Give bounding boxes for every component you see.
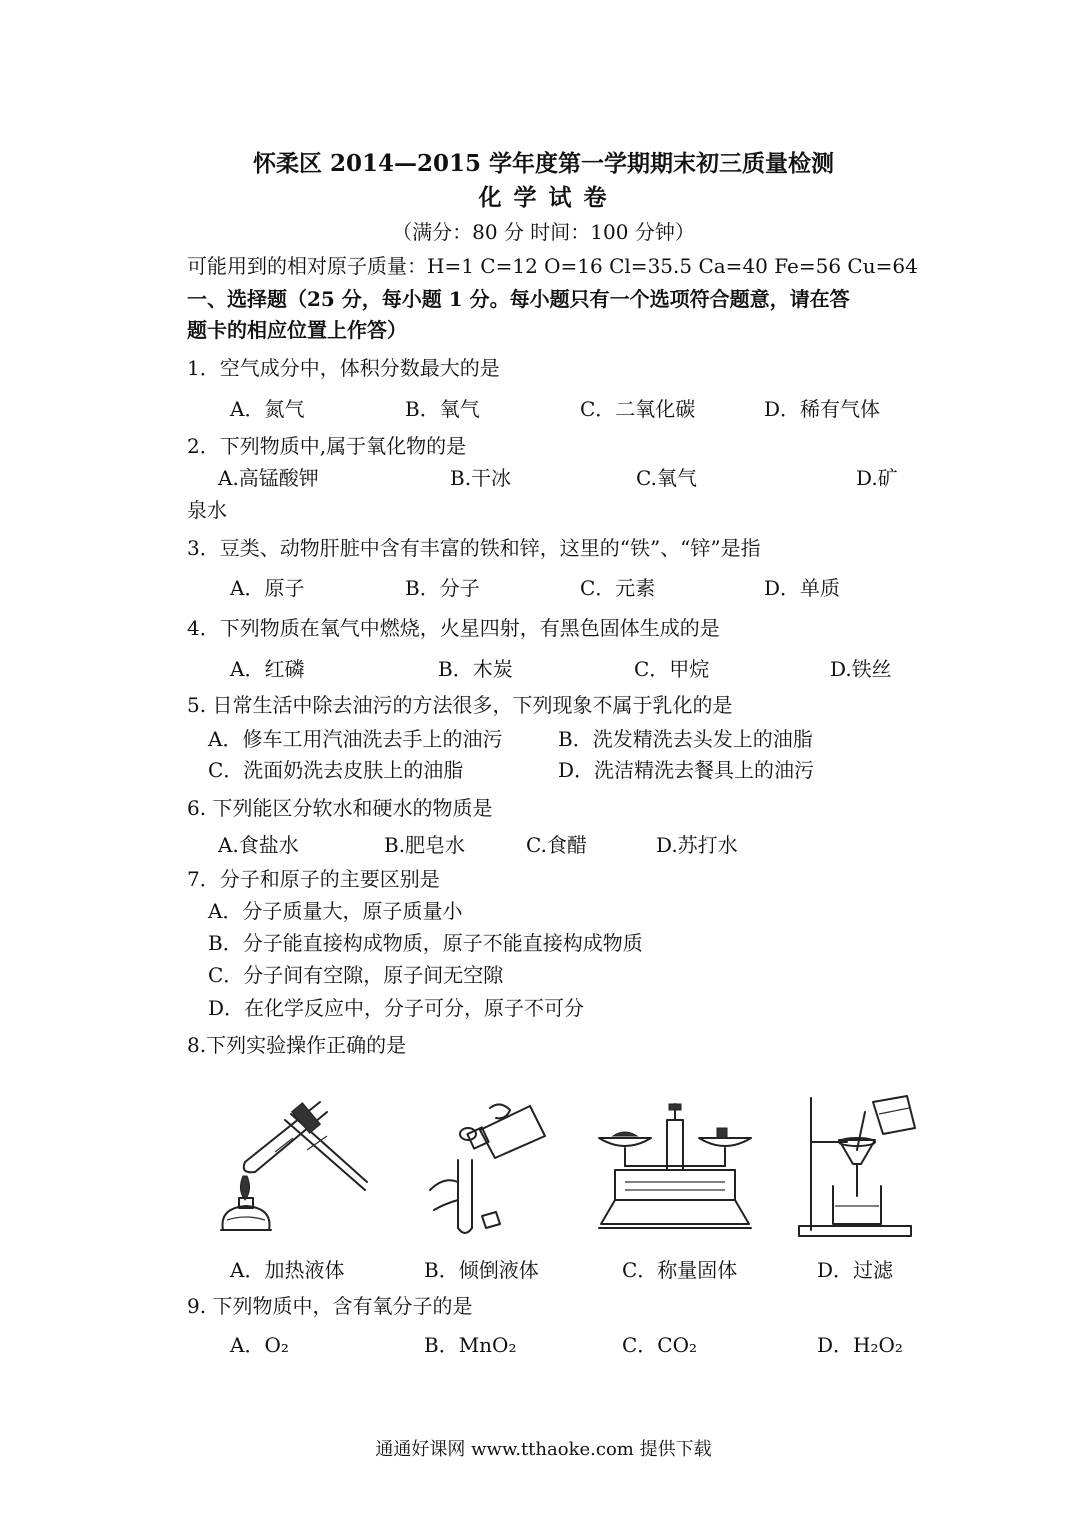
- q2-option-a: A.高锰酸钾: [218, 466, 319, 490]
- q4-option-b: B．木炭: [438, 657, 513, 681]
- q1-option-b: B．氧气: [405, 397, 480, 421]
- q5-option-c: C．洗面奶洗去皮肤上的油脂: [208, 758, 464, 782]
- q2-option-b: B.干冰: [450, 466, 512, 490]
- footer-credit: 通通好课网 www.tthaoke.com 提供下载: [375, 1439, 712, 1460]
- q8-option-b: B．倾倒液体: [424, 1258, 539, 1282]
- question-9-stem: 9. 下列物质中，含有氧分子的是: [187, 1294, 473, 1318]
- q5-option-b: B．洗发精洗去头发上的油脂: [558, 727, 813, 751]
- q8-option-a: A．加热液体: [230, 1258, 345, 1282]
- q7-option-a: A．分子质量大，原子质量小: [208, 899, 463, 923]
- balance-illustration: [595, 1100, 755, 1235]
- atomic-masses: 可能用到的相对原子质量：H=1 C=12 O=16 Cl=35.5 Ca=40 Fe=56 Cu=64: [187, 254, 918, 278]
- q6-option-a: A.食盐水: [218, 833, 299, 857]
- section-heading-cont: 题卡的相应位置上作答）: [187, 318, 407, 342]
- q2-option-d: D.矿: [856, 466, 898, 490]
- q4-option-d: D.铁丝: [830, 657, 892, 681]
- q8-option-c: C．称量固体: [622, 1258, 738, 1282]
- q8-option-d: D．过滤: [817, 1258, 894, 1282]
- q6-option-b: B.肥皂水: [384, 833, 466, 857]
- exam-title: 怀柔区 2014—2015 学年度第一学期期末初三质量检测: [252, 150, 835, 177]
- q1-option-c: C．二氧化碳: [580, 397, 696, 421]
- section-heading: 一、选择题（25 分，每小题 1 分。每小题只有一个选项符合题意，请在答: [187, 287, 850, 311]
- q5-option-a: A．修车工用汽油洗去手上的油污: [208, 727, 503, 751]
- q4-option-a: A．红磷: [230, 657, 305, 681]
- q6-option-c: C.食醋: [526, 833, 587, 857]
- q1-option-d: D．稀有气体: [764, 397, 881, 421]
- q3-option-c: C．元素: [580, 576, 656, 600]
- q7-option-c: C．分子间有空隙，原子间无空隙: [208, 963, 504, 987]
- filtration-illustration: [795, 1092, 925, 1242]
- q7-option-d: D．在化学反应中，分子可分，原子不可分: [208, 996, 585, 1020]
- question-1-stem: 1．空气成分中，体积分数最大的是: [187, 356, 500, 380]
- q6-option-d: D.苏打水: [656, 833, 738, 857]
- q3-option-d: D．单质: [764, 576, 841, 600]
- q2-option-d-wrap: 泉水: [187, 498, 227, 522]
- q9-option-b: B．MnO₂: [424, 1333, 517, 1357]
- q9-option-a: A．O₂: [230, 1333, 289, 1357]
- exam-info: （满分：80 分 时间：100 分钟）: [392, 220, 695, 244]
- q2-option-c: C.氧气: [636, 466, 697, 490]
- q3-option-b: B．分子: [405, 576, 480, 600]
- question-3-stem: 3．豆类、动物肝脏中含有丰富的铁和锌，这里的“铁”、“锌”是指: [187, 536, 761, 560]
- q5-option-d: D．洗洁精洗去餐具上的油污: [558, 758, 815, 782]
- pouring-liquid-illustration: [410, 1100, 560, 1240]
- question-2-stem: 2．下列物质中,属于氧化物的是: [187, 434, 467, 458]
- q9-option-c: C．CO₂: [622, 1333, 698, 1357]
- question-8-stem: 8.下列实验操作正确的是: [187, 1033, 407, 1057]
- exam-subtitle: 化 学 试 卷: [478, 184, 609, 211]
- q4-option-c: C．甲烷: [634, 657, 710, 681]
- q9-option-d: D．H₂O₂: [817, 1333, 903, 1357]
- q3-option-a: A．原子: [230, 576, 305, 600]
- question-5-stem: 5. 日常生活中除去油污的方法很多，下列现象不属于乳化的是: [187, 693, 733, 717]
- question-6-stem: 6. 下列能区分软水和硬水的物质是: [187, 796, 493, 820]
- q1-option-a: A．氮气: [230, 397, 305, 421]
- question-7-stem: 7．分子和原子的主要区别是: [187, 867, 440, 891]
- q7-option-b: B．分子能直接构成物质，原子不能直接构成物质: [208, 931, 643, 955]
- question-4-stem: 4．下列物质在氧气中燃烧，火星四射，有黑色固体生成的是: [187, 616, 720, 640]
- heating-liquid-illustration: [215, 1090, 375, 1240]
